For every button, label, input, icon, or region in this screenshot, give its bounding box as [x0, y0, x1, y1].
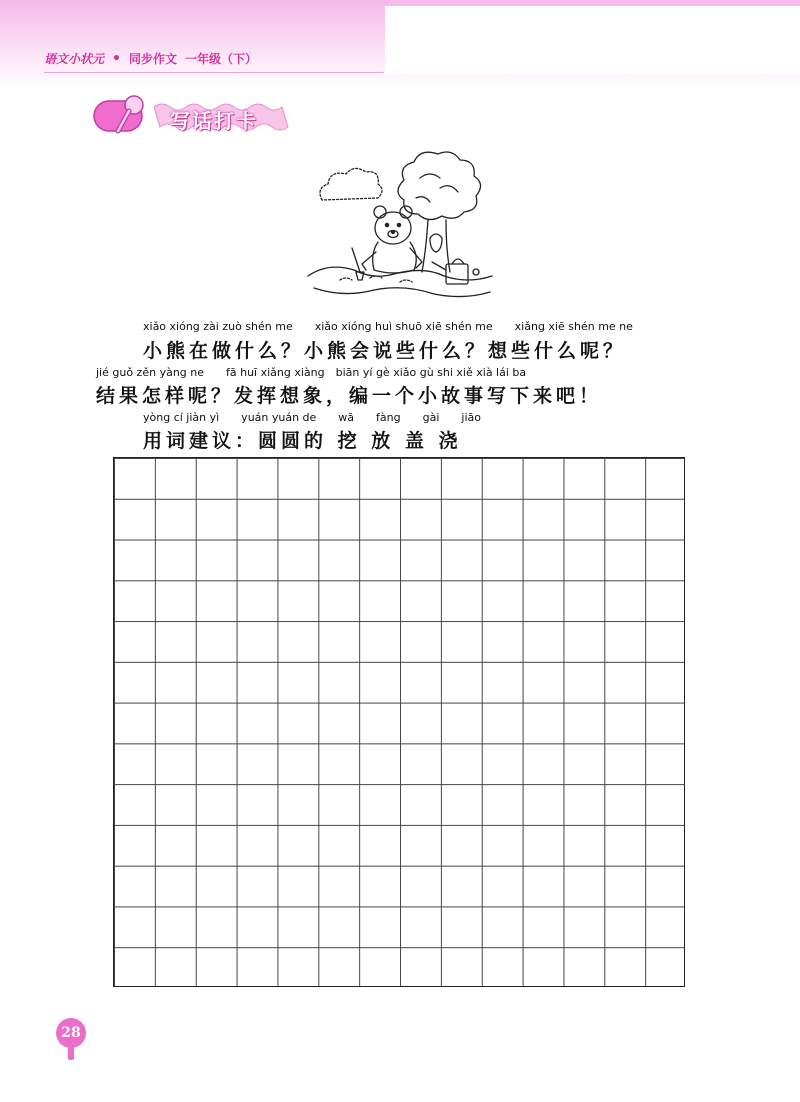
brand-name: 语文小状元	[44, 52, 105, 66]
header-blank-box	[385, 6, 800, 74]
pinyin-line-3: yòng cí jiàn yì yuán yuán de wā fàng gài jiāo	[143, 411, 481, 424]
pinyin-line-2: jié guǒ zěn yàng ne fā huī xiǎng xiàng biān yí gè xiǎo gù shi xiě xià lái ba	[96, 366, 527, 379]
section-title-banner	[92, 93, 302, 139]
header-divider	[44, 72, 384, 73]
page-number: 28	[56, 1018, 86, 1048]
separator-dot: •	[112, 50, 121, 67]
writing-grid[interactable]	[113, 457, 685, 987]
bear-gardening-illustration	[300, 148, 500, 312]
grade-label: 一年级（下）	[184, 52, 257, 66]
section-title-text: 写话打卡	[170, 109, 258, 133]
series-name: 同步作文	[128, 52, 177, 66]
page-number-stem	[68, 1046, 74, 1060]
prompt-line-1: 小熊在做什么？小熊会说些什么？想些什么呢？	[143, 340, 627, 362]
prompt-line-2: 结果怎样呢？发挥想象，编一个小故事写下来吧！	[96, 385, 603, 407]
running-header	[44, 50, 257, 67]
pinyin-line-1: xiǎo xióng zài zuò shén me xiǎo xióng huì shuō xiē shén me xiǎng xiē shén me ne	[143, 320, 633, 333]
word-suggestions: 用词建议：圆圆的 挖 放 盖 浇	[143, 430, 462, 452]
